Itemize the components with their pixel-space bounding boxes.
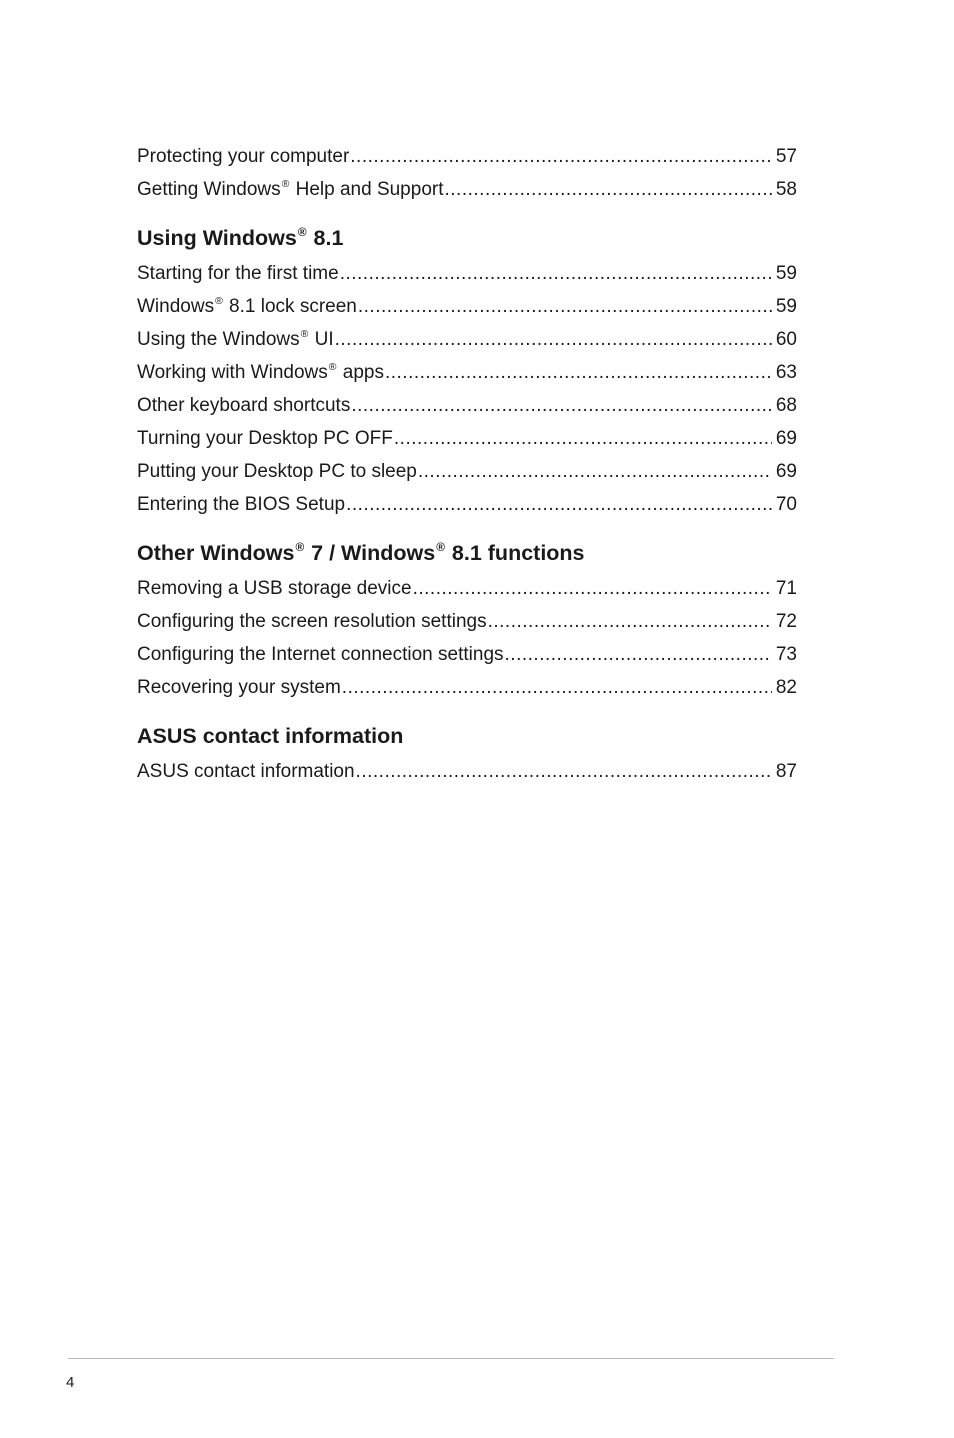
toc-entry-page: 68 xyxy=(775,395,797,416)
toc-entry-title: Protecting your computer xyxy=(137,146,350,167)
toc-entry-page: 69 xyxy=(775,461,797,482)
toc-entry-keyboard-shortcuts[interactable] xyxy=(137,389,797,422)
toc-entry-title: Windows® 8.1 lock screen xyxy=(137,296,357,317)
toc-entry-page: 58 xyxy=(775,179,797,200)
toc-entry-title: Configuring the screen resolution settings xyxy=(137,611,487,632)
toc-entry-page: 73 xyxy=(775,644,797,665)
toc-entry-bios-setup[interactable] xyxy=(137,488,797,521)
toc-entry-page: 72 xyxy=(775,611,797,632)
toc-entry-title: Putting your Desktop PC to sleep xyxy=(137,461,417,482)
toc-entry-page: 57 xyxy=(775,146,797,167)
toc-entry-title: Getting Windows® Help and Support xyxy=(137,179,444,200)
toc-entry-internet-connection[interactable] xyxy=(137,638,797,671)
table-of-contents xyxy=(137,140,797,788)
toc-entry-page: 60 xyxy=(775,329,797,350)
toc-entry-page: 70 xyxy=(775,494,797,515)
section-heading-asus-contact: ASUS contact information xyxy=(137,724,404,748)
dot-leader xyxy=(346,488,772,521)
toc-entry-lock-screen[interactable] xyxy=(137,290,797,323)
toc-entry-using-windows-ui[interactable] xyxy=(137,323,797,356)
dot-leader xyxy=(351,389,772,422)
toc-entry-title: Other keyboard shortcuts xyxy=(137,395,351,416)
toc-entry-page: 59 xyxy=(775,296,797,317)
toc-entry-working-with-apps[interactable] xyxy=(137,356,797,389)
toc-entry-title: Configuring the Internet connection settings xyxy=(137,644,504,665)
dot-leader xyxy=(488,605,772,638)
toc-entry-title: Starting for the first time xyxy=(137,263,339,284)
toc-entry-title: Using the Windows® UI xyxy=(137,329,334,350)
dot-leader xyxy=(418,455,772,488)
toc-entry-recovering-system[interactable] xyxy=(137,671,797,704)
toc-entry-removing-usb[interactable] xyxy=(137,572,797,605)
toc-entry-title: ASUS contact information xyxy=(137,761,355,782)
toc-entry-sleep[interactable] xyxy=(137,455,797,488)
dot-leader xyxy=(385,356,772,389)
toc-entry-page: 71 xyxy=(775,578,797,599)
toc-entry-starting-first-time[interactable] xyxy=(137,257,797,290)
dot-leader xyxy=(394,422,772,455)
toc-entry-page: 63 xyxy=(775,362,797,383)
page-number: 4 xyxy=(66,1374,75,1391)
dot-leader xyxy=(350,140,772,173)
toc-entry-title: Turning your Desktop PC OFF xyxy=(137,428,393,449)
footer-divider xyxy=(68,1358,834,1359)
dot-leader xyxy=(413,572,772,605)
toc-entry-help-and-support[interactable] xyxy=(137,173,797,206)
dot-leader xyxy=(358,290,772,323)
section-heading-using-windows: Using Windows® 8.1 xyxy=(137,225,344,250)
toc-entry-title: Entering the BIOS Setup xyxy=(137,494,346,515)
toc-entry-page: 87 xyxy=(775,761,797,782)
dot-leader xyxy=(356,755,772,788)
toc-entry-title: Working with Windows® apps xyxy=(137,362,384,383)
dot-leader xyxy=(335,323,772,356)
toc-entry-screen-resolution[interactable] xyxy=(137,605,797,638)
toc-entry-page: 82 xyxy=(775,677,797,698)
dot-leader xyxy=(445,173,772,206)
toc-entry-protecting-computer[interactable] xyxy=(137,140,797,173)
dot-leader xyxy=(340,257,772,290)
toc-entry-turning-off[interactable] xyxy=(137,422,797,455)
section-heading-other-functions: Other Windows® 7 / Windows® 8.1 functions xyxy=(137,540,585,565)
toc-entry-page: 59 xyxy=(775,263,797,284)
toc-entry-title: Removing a USB storage device xyxy=(137,578,412,599)
toc-entry-title: Recovering your system xyxy=(137,677,341,698)
dot-leader xyxy=(342,671,772,704)
dot-leader xyxy=(505,638,772,671)
toc-entry-asus-contact[interactable] xyxy=(137,755,797,788)
toc-entry-page: 69 xyxy=(775,428,797,449)
